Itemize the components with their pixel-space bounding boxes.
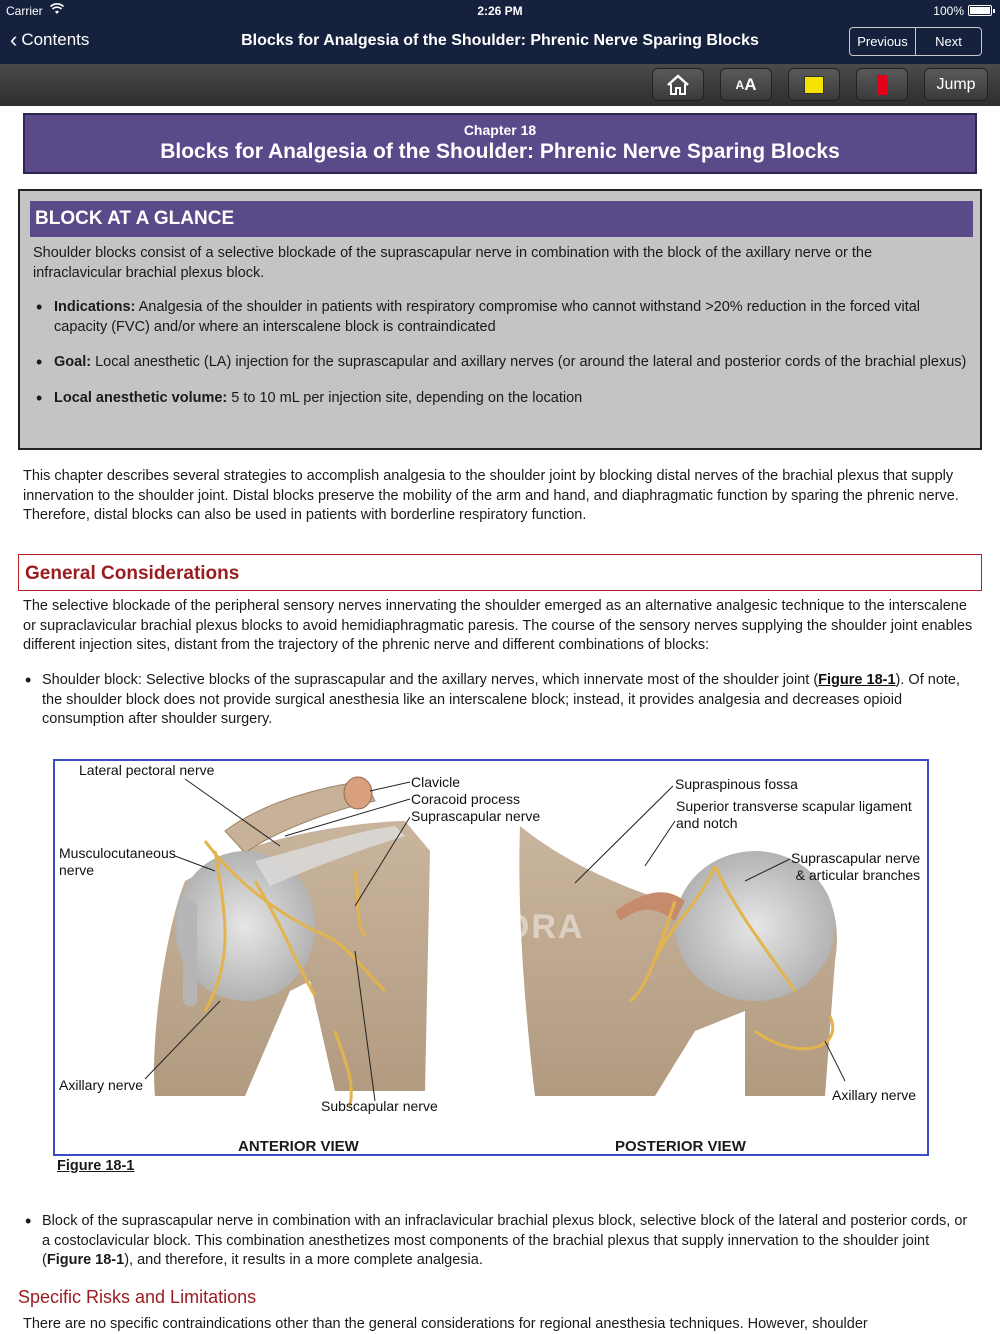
figure-18-1[interactable] bbox=[53, 759, 929, 1156]
label-suprascapular-branches bbox=[791, 850, 920, 884]
glance-intro: Shoulder blocks consist of a selective blockade of the suprascapular nerve in combination with the block of the axillary nerve or the infraclavicular brachial plexus block. bbox=[33, 245, 873, 281]
toolbar bbox=[0, 64, 1000, 106]
back-label: Contents bbox=[21, 30, 90, 49]
chapter-title: Blocks for Analgesia of the Shoulder: Phrenic Nerve Sparing Blocks bbox=[160, 140, 840, 163]
label-line: Suprascapular nerve bbox=[791, 850, 921, 866]
bullet-shoulder-block bbox=[23, 671, 978, 730]
label-line: and notch bbox=[676, 815, 738, 831]
bullet-text: Block of the suprascapular nerve in combination with an infraclavicular brachial plexus block, selective block of the lateral and posterior cords, or a costoclavicular block. This combination anesthetizes most components of the brachial plexus that supply innervation to the shoulder joint ( bbox=[42, 1213, 968, 1268]
list-item bbox=[33, 353, 968, 373]
bullet-text: Shoulder block: Selective blocks of the suprascapular and the axillary nerves, which innervate most of the shoulder joint ( bbox=[42, 672, 819, 688]
bullet-text: ), and therefore, it results in a more complete analgesia. bbox=[124, 1252, 483, 1268]
chapter-header bbox=[23, 113, 977, 174]
anterior-view-label: ANTERIOR VIEW bbox=[238, 1138, 359, 1155]
glance-heading: BLOCK AT A GLANCE bbox=[30, 201, 973, 237]
block-at-a-glance-box bbox=[18, 189, 982, 450]
status-bar bbox=[0, 0, 1000, 22]
tendon bbox=[183, 901, 197, 1006]
font-size-button[interactable] bbox=[720, 68, 772, 101]
item-text: 5 to 10 mL per injection site, depending on the location bbox=[227, 389, 583, 406]
home-button[interactable] bbox=[652, 68, 704, 101]
general-considerations-heading: General Considerations bbox=[18, 554, 982, 591]
figure-caption-link[interactable]: Figure 18-1 bbox=[57, 1158, 135, 1174]
chapter-number: Chapter 18 bbox=[463, 122, 537, 138]
label-musculocutaneous bbox=[59, 845, 176, 879]
risks-heading: Specific Risks and Limitations bbox=[18, 1287, 257, 1307]
bookmark-button[interactable] bbox=[856, 68, 908, 101]
list-item bbox=[33, 389, 968, 409]
battery-icon bbox=[968, 5, 992, 16]
label-supraspinous: Supraspinous fossa bbox=[675, 776, 798, 792]
clock: 2:26 PM bbox=[477, 4, 523, 18]
item-label: Indications: bbox=[54, 299, 136, 315]
intro-paragraph: This chapter describes several strategies to accomplish analgesia to the shoulder joint by blocking distal nerves of the brachial plexus that supply innervation to the shoulder joint. Distal blocks preserve the mobility of the arm and hand, and diaphragmatic function by sparing the phrenic nerve. Therefore, distal blocks can also be used in patients with borderline respiratory function. bbox=[23, 468, 959, 523]
label-subscapular: Subscapular nerve bbox=[321, 1098, 438, 1114]
note-icon bbox=[804, 76, 824, 94]
figure-link[interactable]: Figure 18-1 bbox=[818, 672, 896, 688]
item-text: Local anesthetic (LA) injection for the suprascapular and axillary nerves (or around the lateral and posterior cords of the brachial plexus) bbox=[91, 354, 967, 370]
top-bar bbox=[0, 0, 1000, 64]
posterior-view-label: POSTERIOR VIEW bbox=[615, 1138, 746, 1155]
nav-title: Blocks for Analgesia of the Shoulder: Phrenic Nerve Sparing Blocks bbox=[241, 32, 759, 49]
risks-paragraph: There are no specific contraindications other than the general considerations for regional anesthesia techniques. However, shoulder bbox=[23, 1316, 868, 1332]
home-icon bbox=[666, 74, 690, 96]
font-size-icon-big: A bbox=[744, 74, 757, 94]
label-axillary-left: Axillary nerve bbox=[59, 1077, 144, 1093]
label-transverse-ligament bbox=[676, 798, 912, 832]
label-line: & articular branches bbox=[795, 867, 921, 883]
label-suprascapular: Suprascapular nerve bbox=[411, 808, 541, 824]
label-lateral-pectoral: Lateral pectoral nerve bbox=[79, 762, 215, 778]
bookmark-icon bbox=[877, 75, 887, 95]
bullet-text: ). Of note, the shoulder block does not provide surgical anesthesia like an interscalene block; instead, it provides analgesia and decreases opioid consumption after shoulder surgery. bbox=[42, 672, 961, 727]
item-label: Local anesthetic volume: bbox=[54, 389, 228, 406]
bullet-suprascapular-combo bbox=[23, 1212, 978, 1271]
chevron-left-icon: ‹ bbox=[10, 27, 18, 52]
battery-percent: 100% bbox=[933, 4, 964, 18]
watermark: NYSORA bbox=[427, 908, 585, 946]
list-item bbox=[33, 298, 968, 337]
label-axillary-right: Axillary nerve bbox=[832, 1087, 917, 1103]
item-label: Goal: bbox=[54, 354, 92, 370]
font-size-icon-small: A bbox=[735, 77, 745, 92]
label-clavicle: Clavicle bbox=[411, 774, 461, 790]
next-button[interactable]: Next bbox=[935, 34, 962, 49]
figure-ref: Figure 18-1 bbox=[46, 1252, 125, 1268]
note-button[interactable] bbox=[788, 68, 840, 101]
general-paragraph: The selective blockade of the peripheral sensory nerves innervating the shoulder emerged as an alternative analgesic technique to the interscalene or supraclavicular brachial plexus blocks to avoid hemidiaphragmatic paresis. The course of the sensory nerves supplying the shoulder joint enables different injection sites, distant from the trajectory of the phrenic nerve and different combinations of blocks: bbox=[23, 598, 973, 653]
label-line: Musculocutaneous bbox=[59, 845, 176, 861]
clavicle-end bbox=[344, 777, 372, 809]
prev-next-control bbox=[849, 27, 982, 56]
glance-list bbox=[33, 298, 968, 424]
item-text: Analgesia of the shoulder in patients with respiratory compromise who cannot withstand >20% reduction in the forced vital capacity (FVC) and/or where an interscalene block is contraindicated bbox=[54, 299, 921, 335]
previous-button[interactable]: Previous bbox=[850, 28, 916, 55]
label-line: Superior transverse scapular ligament bbox=[676, 798, 912, 814]
carrier-label: Carrier bbox=[6, 4, 43, 18]
label-line: nerve bbox=[59, 862, 95, 878]
label-coracoid: Coracoid process bbox=[411, 791, 520, 807]
jump-button[interactable]: Jump bbox=[924, 68, 988, 101]
